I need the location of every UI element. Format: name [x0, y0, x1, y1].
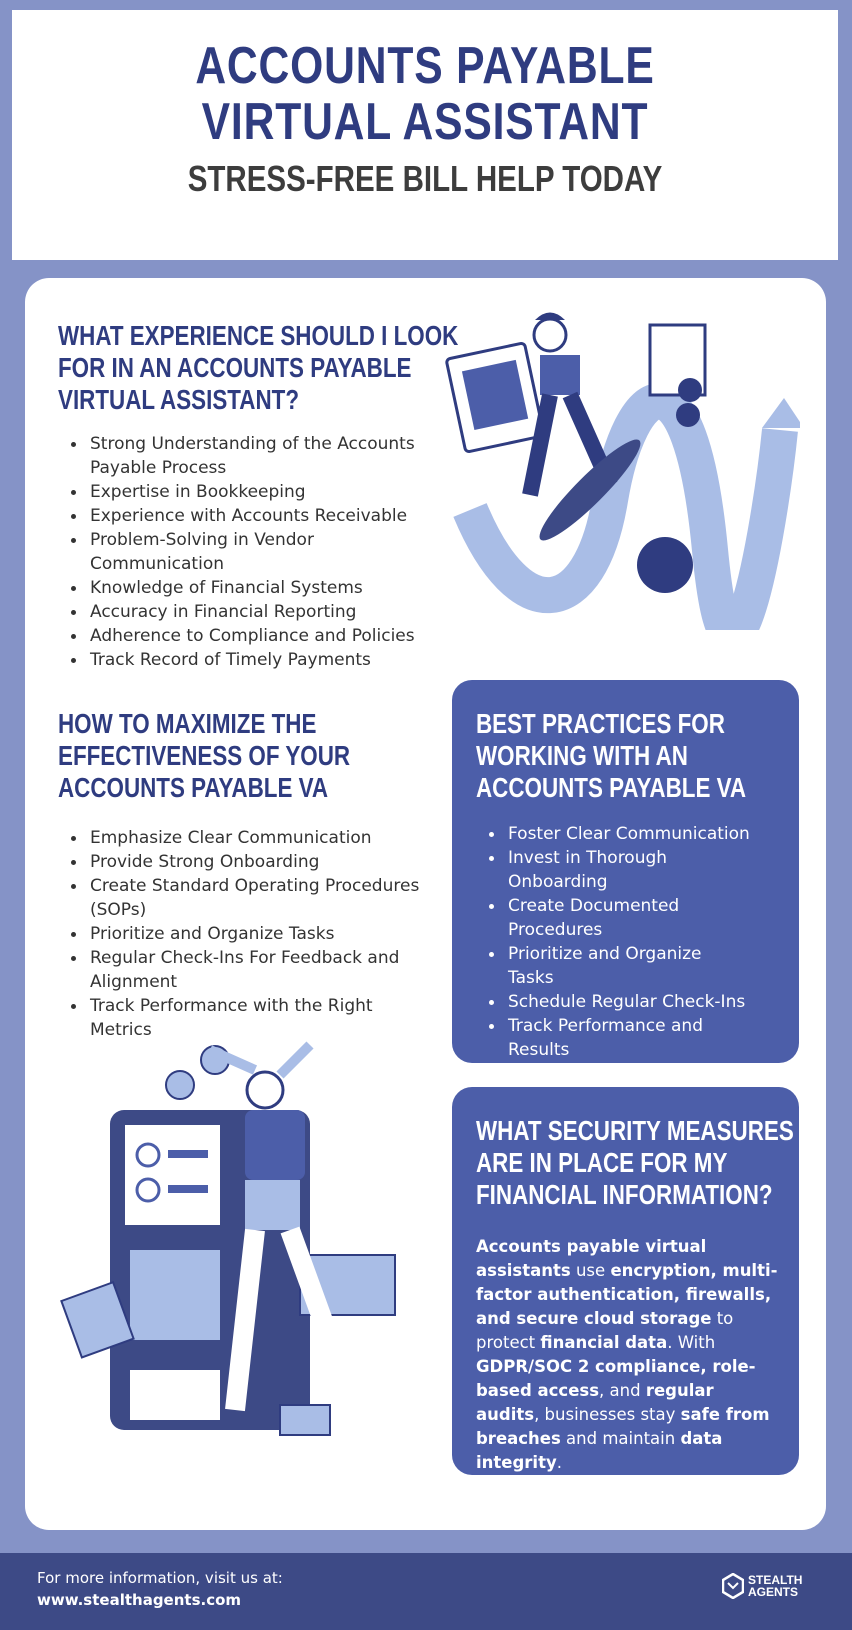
list-item: Regular Check-Ins For Feedback and Alignment	[58, 946, 428, 994]
experience-heading: WHAT EXPERIENCE SHOULD I LOOK FOR IN AN ACCOUNTS PAYABLE VIRTUAL ASSISTANT?	[58, 320, 459, 415]
text-segment: , businesses stay	[534, 1405, 681, 1424]
list-item: Track Record of Timely Payments	[58, 648, 438, 672]
emphasized-text: encryption, multi-factor authentication, firewalls, and secure cloud storage	[476, 1261, 778, 1328]
text-segment: .	[556, 1453, 562, 1472]
list-item: Prioritize and Organize Tasks	[476, 942, 752, 990]
celebrating-woman-illustration	[60, 1040, 440, 1490]
footer-website-link[interactable]: www.stealthagents.com	[37, 1591, 242, 1609]
list-item: Foster Clear Communication	[476, 822, 752, 846]
security-heading: WHAT SECURITY MEASURES ARE IN PLACE FOR MY FINANCIAL INFORMATION?	[476, 1115, 794, 1210]
footer-info-text: For more information, visit us at:	[37, 1569, 283, 1587]
best-practices-card	[452, 680, 799, 1063]
list-item: Strong Understanding of the Accounts Payable Process	[58, 432, 438, 480]
list-item: Prioritize and Organize Tasks	[58, 922, 428, 946]
subtitle: STRESS-FREE BILL HELP TODAY	[187, 158, 663, 199]
title-line-2: VIRTUAL ASSISTANT	[201, 93, 649, 151]
emphasized-text: data integrity	[476, 1429, 723, 1472]
security-paragraph	[476, 1235, 781, 1475]
header	[12, 10, 838, 260]
list-item: Invest in Thorough Onboarding	[476, 846, 752, 894]
accountant-surfing-illustration	[440, 300, 800, 630]
text-segment: to protect	[476, 1309, 734, 1352]
best-practices-list	[452, 822, 752, 1062]
list-item: Adherence to Compliance and Policies	[58, 624, 438, 648]
experience-list	[58, 432, 438, 672]
best-practices-heading: BEST PRACTICES FOR WORKING WITH AN ACCOUNTS PAYABLE VA	[476, 708, 747, 803]
maximize-list	[58, 826, 428, 1042]
list-item: Track Performance with the Right Metrics	[58, 994, 428, 1042]
list-item: Accuracy in Financial Reporting	[58, 600, 438, 624]
emphasized-text: financial data	[540, 1333, 668, 1352]
text-segment: and maintain	[560, 1429, 681, 1448]
security-card	[452, 1087, 799, 1475]
list-item: Problem-Solving in Vendor Communication	[58, 528, 438, 576]
footer	[0, 1553, 852, 1630]
emphasized-text: GDPR/SOC 2 compliance, role-based access	[476, 1357, 756, 1400]
list-item: Create Standard Operating Procedures (SOPs)	[58, 874, 428, 922]
maximize-section	[58, 708, 428, 1042]
emphasized-text: regular audits	[476, 1381, 714, 1424]
text-segment: , and	[599, 1381, 646, 1400]
list-item: Schedule Regular Check-Ins	[476, 990, 752, 1014]
list-item: Experience with Accounts Receivable	[58, 504, 438, 528]
text-segment: . With	[667, 1333, 716, 1352]
title-line-1: ACCOUNTS PAYABLE	[195, 37, 655, 95]
text-segment: use	[570, 1261, 611, 1280]
list-item: Track Performance and Results	[476, 1014, 752, 1062]
list-item: Knowledge of Financial Systems	[58, 576, 438, 600]
maximize-heading: HOW TO MAXIMIZE THE EFFECTIVENESS OF YOUR ACCOUNTS PAYABLE VA	[58, 708, 351, 803]
emphasized-text: Accounts payable virtual assistants	[476, 1237, 707, 1280]
shield-logo-icon	[722, 1573, 744, 1599]
list-item: Expertise in Bookkeeping	[58, 480, 438, 504]
list-item: Create Documented Procedures	[476, 894, 752, 942]
list-item: Provide Strong Onboarding	[58, 850, 428, 874]
stealth-agents-logo: STEALTH AGENTS	[722, 1573, 802, 1599]
list-item: Emphasize Clear Communication	[58, 826, 428, 850]
emphasized-text: safe from breaches	[476, 1405, 770, 1448]
